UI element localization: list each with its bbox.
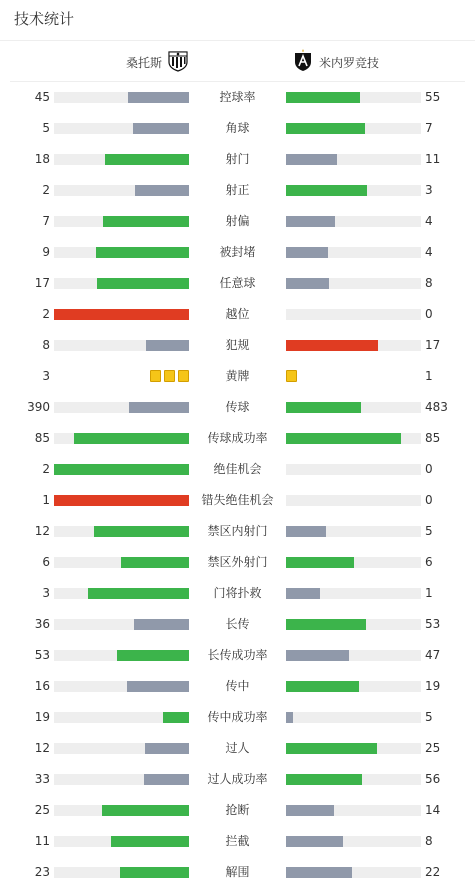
away-bar-fill [286,526,326,537]
home-value: 11 [34,834,50,848]
yellow-card-icon [286,370,297,382]
home-bar-fill [97,278,189,289]
stat-row [0,614,475,634]
away-bar-fill [286,619,366,630]
away-value: 8 [425,276,433,290]
home-value: 18 [34,152,50,166]
away-bar-fill [286,867,352,878]
home-bar [54,247,189,258]
away-value: 483 [425,400,448,414]
away-bar-fill [286,743,377,754]
home-bar-fill [102,805,189,816]
home-bar-fill [121,557,189,568]
yellow-card-icon [164,370,175,382]
away-bar-fill [286,805,334,816]
stat-label: 禁区外射门 [207,555,268,569]
home-value: 23 [34,865,50,879]
away-bar-fill [286,588,320,599]
away-bar-fill [286,433,401,444]
stat-label: 传球成功率 [207,431,268,445]
away-bar [286,836,421,847]
away-value: 7 [425,121,433,135]
away-value: 1 [425,586,433,600]
home-bar [54,588,189,599]
away-bar-fill [286,278,329,289]
stat-row [0,304,475,324]
stat-label: 被封堵 [219,245,256,259]
away-bar [286,743,421,754]
away-team-name: 米内罗竞技 [319,55,380,70]
home-value: 7 [42,214,50,228]
stat-label: 射门 [225,152,250,166]
home-bar [54,402,189,413]
home-bar [54,712,189,723]
away-bar-fill [286,402,361,413]
away-bar [286,216,421,227]
home-bar-fill [105,154,189,165]
stat-label: 射正 [225,183,250,197]
yellow-card-icon [150,370,161,382]
stat-label: 禁区内射门 [207,524,268,538]
home-bar [54,836,189,847]
home-bar-fill [163,712,189,723]
teams-divider [10,81,465,82]
away-bar [286,123,421,134]
away-team[interactable] [293,48,379,76]
away-value: 14 [425,803,441,817]
teams-header [0,48,475,78]
away-bar-fill [286,650,349,661]
stat-row [0,211,475,231]
home-value: 17 [34,276,50,290]
away-bar-fill [286,123,365,134]
away-bar-fill [286,836,343,847]
home-value: 2 [42,307,50,321]
away-value: 0 [425,493,433,507]
stat-row [0,490,475,510]
home-value: 53 [34,648,50,662]
away-value: 56 [425,772,441,786]
stat-label: 绝佳机会 [213,462,262,476]
home-bar-fill [133,123,189,134]
home-value: 390 [27,400,50,414]
away-bar [286,402,421,413]
stat-row [0,459,475,479]
home-bar-fill [127,681,189,692]
away-bar-fill [286,247,328,258]
stat-row [0,676,475,696]
home-team-name: 桑托斯 [125,55,162,70]
home-value: 5 [42,121,50,135]
away-bar [286,526,421,537]
home-value: 36 [34,617,50,631]
away-bar [286,464,421,475]
home-team[interactable] [126,48,190,76]
away-bar-fill [286,154,337,165]
away-bar-fill [286,185,367,196]
home-bar [54,433,189,444]
away-value: 1 [425,369,433,383]
yellow-card-icon [178,370,189,382]
stat-label: 角球 [225,121,250,135]
away-bar-fill [286,557,354,568]
stat-row [0,397,475,417]
away-yellow-cards [286,370,297,382]
away-value: 8 [425,834,433,848]
stat-label: 解围 [225,865,250,879]
home-bar-fill [128,92,189,103]
away-value: 85 [425,431,441,445]
away-value: 55 [425,90,441,104]
home-bar-fill [146,340,189,351]
away-value: 4 [425,214,433,228]
away-bar-fill [286,712,293,723]
away-bar [286,681,421,692]
home-bar-fill [88,588,189,599]
home-bar [54,278,189,289]
home-bar-fill [144,774,189,785]
stat-label: 传球 [225,400,250,414]
stat-row [0,242,475,262]
stat-label: 射偏 [225,214,250,228]
away-value: 17 [425,338,441,352]
away-bar [286,154,421,165]
away-bar [286,712,421,723]
away-bar [286,557,421,568]
stat-label: 长传成功率 [207,648,268,662]
stat-label: 犯规 [225,338,250,352]
home-bar-fill [54,495,189,506]
stat-label: 越位 [225,307,250,321]
away-bar [286,278,421,289]
home-bar [54,774,189,785]
stat-label: 控球率 [219,90,256,104]
away-value: 3 [425,183,433,197]
stat-row [0,738,475,758]
stat-row [0,118,475,138]
stat-row [0,800,475,820]
home-bar [54,619,189,630]
away-bar [286,650,421,661]
stat-label: 任意球 [219,276,256,290]
away-value: 0 [425,462,433,476]
stat-label: 长传 [225,617,250,631]
home-bar-fill [74,433,189,444]
away-value: 11 [425,152,441,166]
away-value: 5 [425,524,433,538]
home-value: 33 [34,772,50,786]
home-bar [54,92,189,103]
stat-label: 传中 [225,679,250,693]
stat-row [0,645,475,665]
home-bar [54,526,189,537]
away-value: 47 [425,648,441,662]
stat-row [0,583,475,603]
home-bar [54,340,189,351]
away-bar [286,495,421,506]
home-bar-fill [134,619,189,630]
away-value: 5 [425,710,433,724]
home-bar [54,185,189,196]
away-value: 4 [425,245,433,259]
away-bar [286,433,421,444]
home-value: 9 [42,245,50,259]
stat-label: 过人成功率 [207,772,268,786]
home-bar-fill [145,743,189,754]
home-value: 6 [42,555,50,569]
home-bar-fill [103,216,189,227]
away-value: 53 [425,617,441,631]
home-yellow-cards [150,370,189,382]
home-bar [54,123,189,134]
away-value: 0 [425,307,433,321]
home-bar-fill [117,650,189,661]
stat-row [0,149,475,169]
stat-row [0,428,475,448]
stat-row [0,335,475,355]
home-bar-fill [94,526,189,537]
home-bar [54,557,189,568]
away-value: 6 [425,555,433,569]
away-bar-fill [286,92,360,103]
home-value: 2 [42,462,50,476]
stat-label: 传中成功率 [207,710,268,724]
home-value: 8 [42,338,50,352]
stat-label: 拦截 [225,834,250,848]
stat-label: 过人 [225,741,250,755]
home-bar [54,805,189,816]
home-value: 16 [34,679,50,693]
stat-row [0,366,475,386]
stat-label: 抢断 [225,803,250,817]
home-bar-fill [96,247,189,258]
away-value: 19 [425,679,441,693]
stat-row [0,521,475,541]
home-bar [54,681,189,692]
home-bar [54,464,189,475]
home-value: 19 [34,710,50,724]
away-bar [286,185,421,196]
header-divider [0,40,475,41]
home-value: 2 [42,183,50,197]
home-bar-fill [54,309,189,320]
home-value: 12 [34,741,50,755]
home-value: 3 [42,586,50,600]
home-bar [54,867,189,878]
home-value: 1 [42,493,50,507]
stat-row [0,87,475,107]
stat-row [0,707,475,727]
away-bar-fill [286,681,359,692]
away-bar-fill [286,340,378,351]
stat-row [0,273,475,293]
away-bar [286,247,421,258]
away-bar [286,805,421,816]
home-bar [54,154,189,165]
page-title: 技术统计 [14,10,75,28]
home-bar-fill [135,185,189,196]
stat-row [0,862,475,882]
away-bar [286,92,421,103]
home-value: 3 [42,369,50,383]
home-bar [54,743,189,754]
stat-label: 黄牌 [225,369,250,383]
home-bar-fill [129,402,189,413]
away-bar [286,588,421,599]
home-bar [54,309,189,320]
home-value: 12 [34,524,50,538]
home-value: 45 [34,90,50,104]
home-bar-fill [54,464,189,475]
home-bar-fill [120,867,189,878]
home-bar [54,495,189,506]
away-bar [286,619,421,630]
stat-row [0,831,475,851]
away-bar [286,774,421,785]
stat-row [0,769,475,789]
away-bar [286,867,421,878]
away-value: 25 [425,741,441,755]
santos-crest-icon [166,48,190,76]
away-bar [286,309,421,320]
stat-label: 门将扑救 [213,586,262,600]
away-bar-fill [286,774,362,785]
stat-row [0,180,475,200]
away-bar-fill [286,216,335,227]
away-bar [286,340,421,351]
stat-row [0,552,475,572]
home-bar [54,650,189,661]
atletico-mineiro-crest-icon [293,48,313,76]
home-bar-fill [111,836,189,847]
stat-label: 错失绝佳机会 [201,493,274,507]
home-value: 85 [34,431,50,445]
home-bar [54,216,189,227]
home-value: 25 [34,803,50,817]
away-value: 22 [425,865,441,879]
